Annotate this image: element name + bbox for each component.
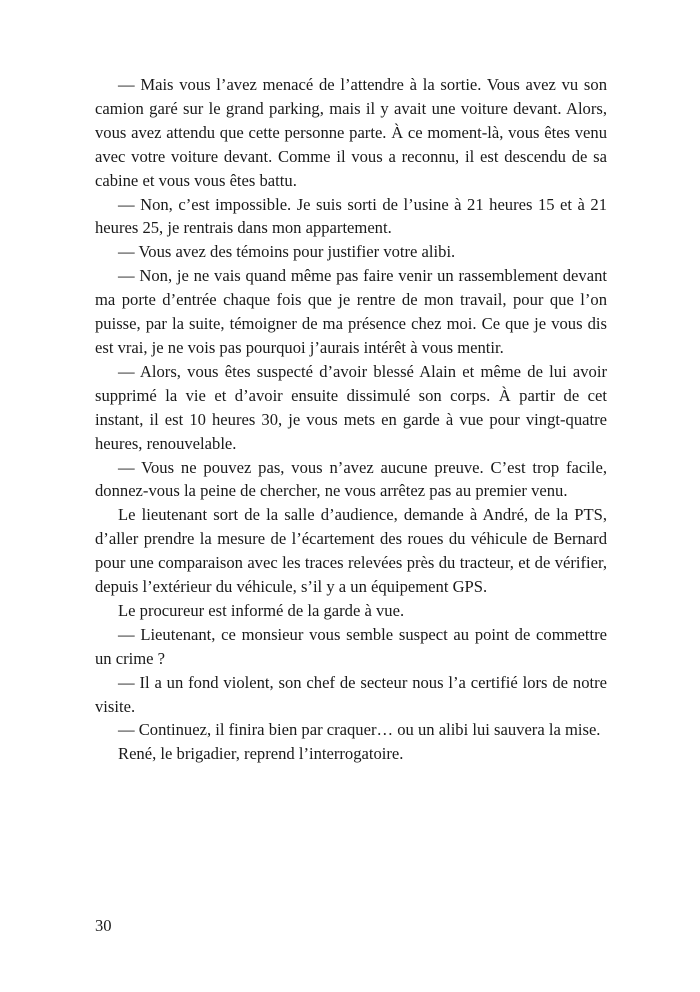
paragraph: Le procureur est informé de la garde à vue. [118,600,405,620]
paragraph: — Non, je ne vais quand même pas faire venir un rassemblement devant ma porte d’entrée chaque fois que je rentre de mon travail, pour que l’on puisse, par la suite, témoigner de ma présence chez moi. Ce que je vous dis est vrai, je ne vois pas pourquoi j’aurais intérêt à vous mentir. [95,266,607,357]
paragraph: — Alors, vous êtes suspecté d’avoir blessé Alain et même de lui avoir supprimé la vie et d’avoir ensuite dissimulé son corps. À partir de cet instant, il est 10 heures 30, je vous mets en garde à vue pour vingt-quatre heures, renouvelable. [95,361,607,453]
page-body [95,73,607,766]
paragraph: — Il a un fond violent, son chef de secteur nous l’a certifié lors de notre visite. [95,672,607,716]
paragraph: — Vous avez des témoins pour justifier votre alibi. [118,242,456,262]
paragraph: Le lieutenant sort de la salle d’audience, demande à André, de la PTS, d’aller prendre la mesure de l’écartement des roues du véhicule de Bernard pour une comparaison avec les traces relevées près du tracteur, et de vérifier, depuis l’extérieur du véhicule, s’il y a un équipement GPS. [95,505,607,597]
paragraph: René, le brigadier, reprend l’interrogatoire. [118,744,404,764]
paragraph: — Continuez, il finira bien par craquer… ou un alibi lui sauvera la mise. [118,720,601,740]
page-number: 30 [95,916,112,935]
paragraph: — Non, c’est impossible. Je suis sorti de l’usine à 21 heures 15 et à 21 heures 25, je rentrais dans mon appartement. [95,194,607,238]
paragraph: — Mais vous l’avez menacé de l’attendre à la sortie. Vous avez vu son camion garé sur le grand parking, mais il y avait une voiture devant. Alors, vous avez attendu que cette personne parte. À ce moment-là, vous êtes venu avec votre voiture devant. Comme il vous a reconnu, il est descendu de sa cabine et vous vous êtes battu. [95,75,607,190]
paragraph: — Lieutenant, ce monsieur vous semble suspect au point de commettre un crime ? [95,624,607,668]
paragraph: — Vous ne pouvez pas, vous n’avez aucune preuve. C’est trop facile, donnez-vous la peine de chercher, ne vous arrêtez pas au premier venu. [95,457,607,501]
